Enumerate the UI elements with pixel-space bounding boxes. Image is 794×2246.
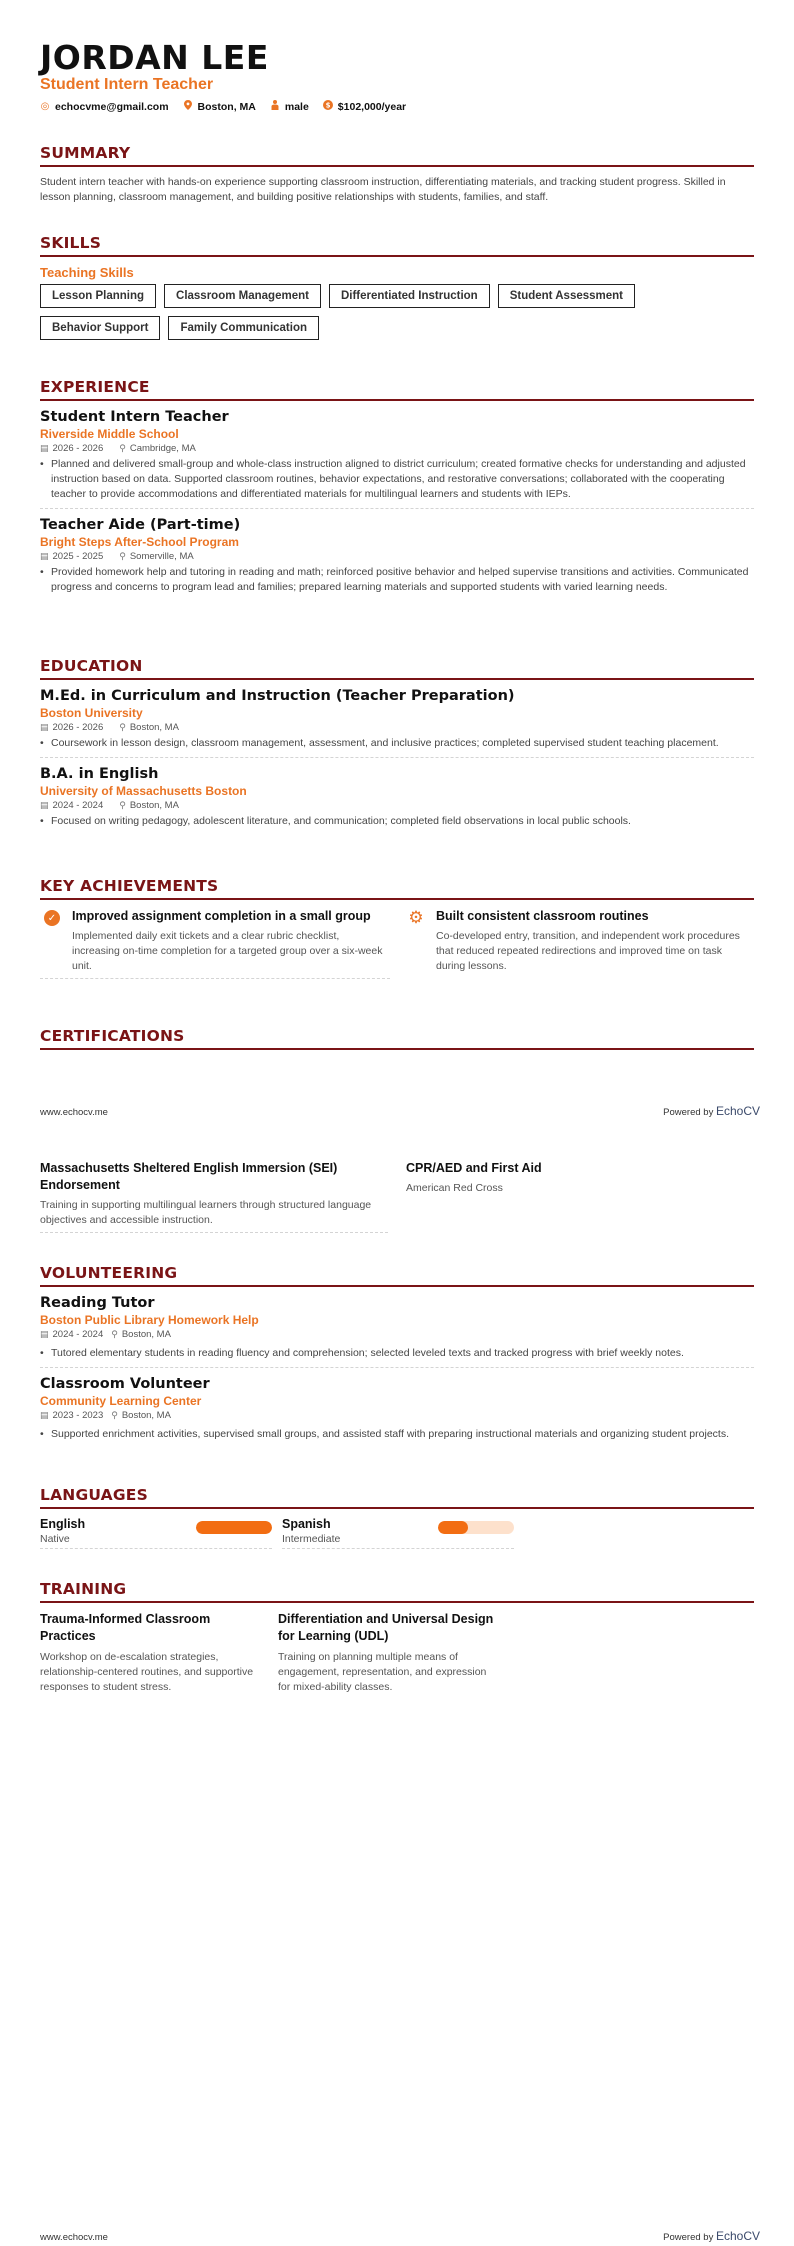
section-title: EXPERIENCE <box>40 378 754 401</box>
section-title: VOLUNTEERING <box>40 1264 754 1287</box>
powered-prefix: Powered by <box>663 1107 716 1118</box>
contact-email[interactable] <box>40 101 169 113</box>
skill-tag: Student Assessment <box>498 284 635 308</box>
employer: Riverside Middle School <box>40 427 179 441</box>
brand-name: EchoCV <box>715 1104 760 1118</box>
location: Boston, MA <box>121 1410 171 1421</box>
calendar-icon: ▤ <box>40 1329 49 1339</box>
location: Cambridge, MA <box>129 443 196 454</box>
calendar-icon: ▤ <box>40 551 49 561</box>
volunteer-role: Reading Tutor <box>40 1295 155 1311</box>
training-section <box>40 1580 754 1695</box>
location: Boston, MA <box>129 722 179 733</box>
contact-bar <box>40 100 406 113</box>
calendar-icon: ▤ <box>40 722 49 732</box>
language-item <box>282 1517 514 1549</box>
email-value: echocvme@gmail.com <box>55 100 169 113</box>
volunteer-entry <box>40 1376 754 1448</box>
dates: 2025 - 2025 <box>52 551 104 562</box>
experience-entry <box>40 409 754 509</box>
cert-title: CPR/AED and First Aid <box>406 1161 542 1175</box>
training-title: Trauma-Informed Classroom Practices <box>40 1612 211 1643</box>
certifications-section <box>40 1027 754 1058</box>
degree: M.Ed. in Curriculum and Instruction (Teacher Preparation) <box>40 688 515 704</box>
institution: University of Massachusetts Boston <box>40 784 247 798</box>
proficiency-bar <box>196 1521 272 1534</box>
entry-meta <box>40 800 754 811</box>
language-name: English <box>40 1517 86 1531</box>
skill-tag: Differentiated Instruction <box>329 284 490 308</box>
summary-section <box>40 144 754 205</box>
email-icon: ◎ <box>40 101 50 112</box>
location-pin-icon: ⚲ <box>111 1410 118 1420</box>
summary-text: Student intern teacher with hands-on experience supporting classroom instruction, differentiating materials, and tracking student progress. Skilled in lesson planning, classroom management, and building positive relationships with students, families, and staff. <box>40 176 726 203</box>
skill-tag: Behavior Support <box>40 316 160 340</box>
experience-section <box>40 378 754 609</box>
bullet-item: • Supported enrichment activities, supervised small groups, and assisted staff with preparing instructional materials and organizing student projects. <box>40 1427 754 1442</box>
certification-item <box>406 1160 754 1233</box>
footer-url[interactable]: www.echocv.me <box>40 1107 108 1118</box>
check-circle-icon: ✓ <box>44 910 60 926</box>
powered-by <box>663 2229 760 2243</box>
employer: Bright Steps After-School Program <box>40 535 239 549</box>
languages-section <box>40 1486 754 1549</box>
candidate-name: JORDAN LEE <box>40 38 269 77</box>
powered-prefix: Powered by <box>663 2232 716 2243</box>
bullet-item: • Provided homework help and tutoring in reading and math; reinforced positive behavior and helped supervise transitions and activities. Communicated progress and concerns to program lead and families; prepared learning materials and supported students with varied learning needs. <box>40 565 754 595</box>
job-title: Student Intern Teacher <box>40 409 229 425</box>
section-title: SUMMARY <box>40 144 754 167</box>
organization: Community Learning Center <box>40 1394 202 1408</box>
contact-location <box>183 100 256 113</box>
training-title: Differentiation and Universal Design for Learning (UDL) <box>278 1612 494 1643</box>
language-level: Intermediate <box>282 1533 341 1545</box>
footer-url[interactable]: www.echocv.me <box>40 2232 108 2243</box>
dates: 2024 - 2024 <box>52 800 104 811</box>
skills-section <box>40 234 754 340</box>
contact-salary <box>323 100 406 113</box>
section-title: SKILLS <box>40 234 754 257</box>
dates: 2024 - 2024 <box>52 1329 104 1340</box>
salary-value: $102,000/year <box>337 100 407 113</box>
skill-group-title: Teaching Skills <box>40 265 134 280</box>
education-entry <box>40 688 754 758</box>
gender-value: male <box>284 100 309 113</box>
location: Boston, MA <box>121 1329 171 1340</box>
calendar-icon: ▤ <box>40 800 49 810</box>
calendar-icon: ▤ <box>40 443 49 453</box>
language-item <box>40 1517 272 1549</box>
education-entry <box>40 766 754 835</box>
location-pin-icon: ⚲ <box>119 443 126 453</box>
candidate-role: Student Intern Teacher <box>40 76 214 93</box>
organization: Boston Public Library Homework Help <box>40 1313 259 1327</box>
entry-meta <box>40 551 754 562</box>
achievement-item <box>404 908 754 979</box>
location-pin-icon <box>183 100 193 113</box>
location-pin-icon: ⚲ <box>119 551 126 561</box>
section-title: TRAINING <box>40 1580 754 1603</box>
entry-meta <box>40 1329 754 1340</box>
location: Boston, MA <box>129 800 179 811</box>
degree: B.A. in English <box>40 766 159 782</box>
cert-desc: American Red Cross <box>406 1182 503 1194</box>
section-title: LANGUAGES <box>40 1486 754 1509</box>
achievement-desc: Implemented daily exit tickets and a clear rubric checklist, increasing on-time completion for a targeted group over a six-week unit. <box>72 930 383 972</box>
bullet-item: • Tutored elementary students in reading fluency and comprehension; selected leveled texts and tracked progress with brief weekly notes. <box>40 1346 754 1361</box>
volunteer-entry <box>40 1295 754 1368</box>
section-title: CERTIFICATIONS <box>40 1027 754 1050</box>
certification-item <box>40 1160 388 1233</box>
achievements-grid <box>40 908 754 979</box>
language-level: Native <box>40 1533 70 1545</box>
achievements-section <box>40 877 754 979</box>
institution: Boston University <box>40 706 143 720</box>
page-footer <box>40 1104 760 1118</box>
achievement-title: Improved assignment completion in a small group <box>72 909 371 923</box>
brand-name: EchoCV <box>715 2229 760 2243</box>
entry-meta <box>40 722 754 733</box>
training-desc: Training on planning multiple means of engagement, representation, and expression for mixed-ability classes. <box>278 1651 487 1693</box>
proficiency-fill <box>196 1521 272 1534</box>
entry-meta <box>40 1410 754 1421</box>
proficiency-fill <box>438 1521 468 1534</box>
volunteer-role: Classroom Volunteer <box>40 1376 210 1392</box>
skill-tag: Classroom Management <box>164 284 321 308</box>
location-pin-icon: ⚲ <box>119 722 126 732</box>
location-pin-icon: ⚲ <box>111 1329 118 1339</box>
language-name: Spanish <box>282 1517 331 1531</box>
location-value: Boston, MA <box>197 100 256 113</box>
entry-meta <box>40 443 754 454</box>
achievement-item <box>40 908 390 979</box>
dates: 2026 - 2026 <box>52 443 104 454</box>
page-footer <box>40 2229 760 2243</box>
certifications-list <box>40 1160 754 1233</box>
person-icon <box>270 100 280 113</box>
job-title: Teacher Aide (Part-time) <box>40 517 241 533</box>
skill-tag: Lesson Planning <box>40 284 156 308</box>
training-item <box>278 1611 494 1695</box>
dates: 2026 - 2026 <box>52 722 104 733</box>
achievement-desc: Co-developed entry, transition, and independent work procedures that reduced repeated redirections and improved time on task during lessons. <box>436 930 740 972</box>
training-item <box>40 1611 256 1695</box>
skill-tags <box>40 284 740 340</box>
section-title: KEY ACHIEVEMENTS <box>40 877 754 900</box>
location: Somerville, MA <box>129 551 194 562</box>
calendar-icon: ▤ <box>40 1410 49 1420</box>
section-title: EDUCATION <box>40 657 754 680</box>
education-section <box>40 657 754 843</box>
training-desc: Workshop on de-escalation strategies, relationship-centered routines, and supportive responses to student stress. <box>40 1651 254 1693</box>
gear-icon: ⚙ <box>408 908 424 927</box>
bullet-item: • Coursework in lesson design, classroom management, assessment, and inclusive practices; completed supervised student teaching placement. <box>40 736 754 751</box>
proficiency-bar <box>438 1521 514 1534</box>
dates: 2023 - 2023 <box>52 1410 104 1421</box>
bullet-item: • Planned and delivered small-group and whole-class instruction aligned to district curriculum; created formative checks for understanding and adjusted instruction based on data. Supported classroom routines, behavior expectations, and restorative conversations; collaborated with the cooperating teacher to provide accommodations and differentiated materials for multilingual learners and students with IEPs. <box>40 457 754 502</box>
location-pin-icon: ⚲ <box>119 800 126 810</box>
cert-title: Massachusetts Sheltered English Immersion (SEI) Endorsement <box>40 1161 338 1192</box>
achievement-title: Built consistent classroom routines <box>436 909 649 923</box>
experience-entry <box>40 517 754 601</box>
bullet-item: • Focused on writing pedagogy, adolescent literature, and communication; completed field observations in local public schools. <box>40 814 754 829</box>
svg-text:$: $ <box>325 101 331 110</box>
cert-desc: Training in supporting multilingual learners through structured language objectives and accessible instruction. <box>40 1199 372 1226</box>
skill-tag: Family Communication <box>168 316 319 340</box>
powered-by <box>663 1104 760 1118</box>
salary-icon <box>323 100 333 113</box>
contact-gender <box>270 100 309 113</box>
volunteering-section <box>40 1264 754 1456</box>
